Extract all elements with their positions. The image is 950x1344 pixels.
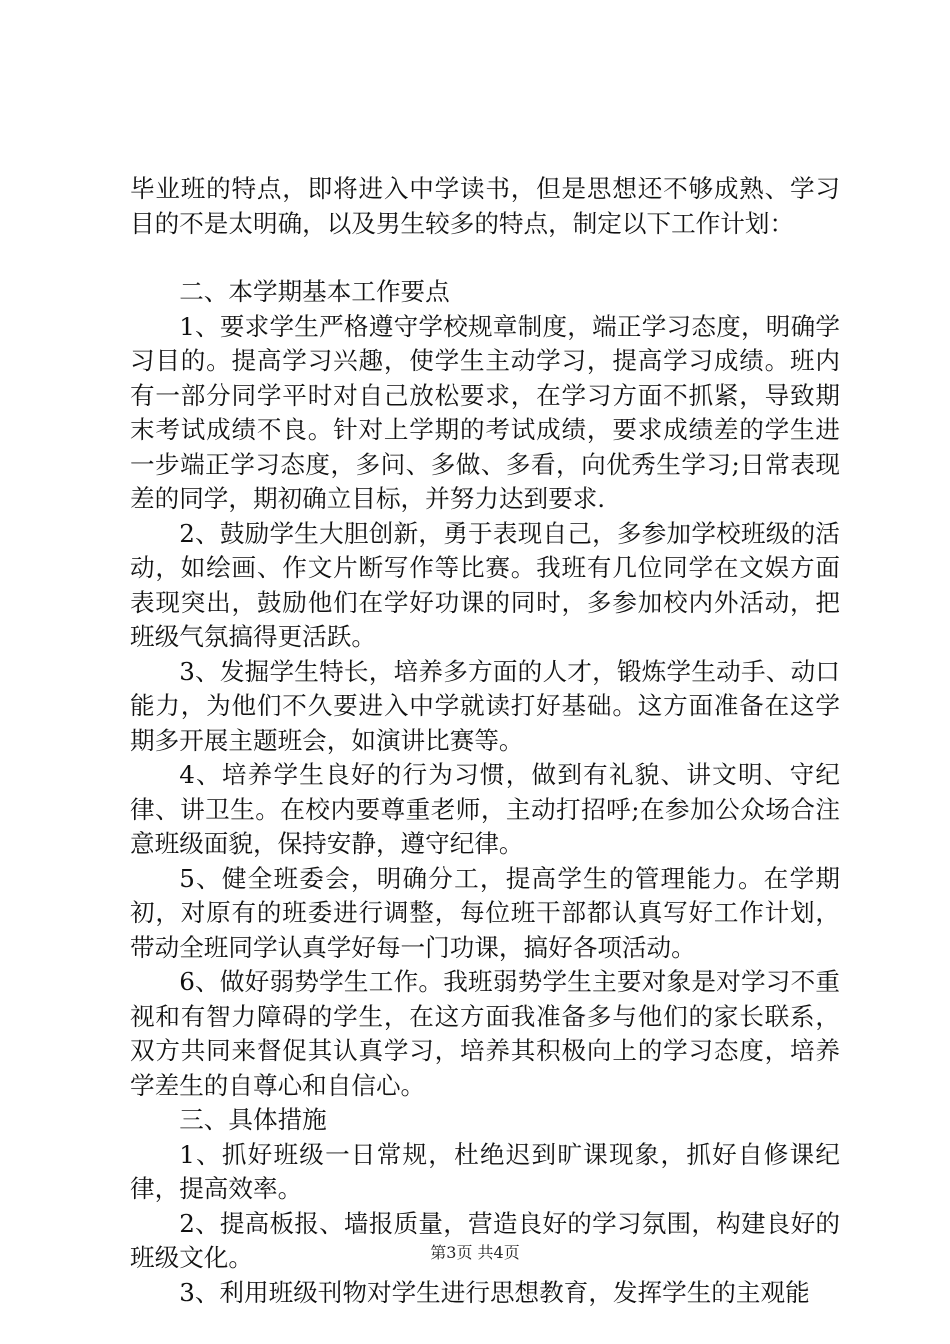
paragraph-intro-continuation: 毕业班的特点，即将进入中学读书，但是思想还不够成熟、学习目的不是太明确，以及男生较多的特点，制定以下工作计划： [130,174,840,238]
paragraph-gap [130,241,840,275]
paragraph-point-5: 5、健全班委会，明确分工，提高学生的管理能力。在学期初，对原有的班委进行调整，每位班干部都认真写好工作计划，带动全班同学认真学好每一门功课，搞好各项活动。 [130,863,840,962]
paragraph-measure-1: 1、抓好班级一日常规，杜绝迟到旷课现象，抓好自修课纪律，提高效率。 [130,1139,840,1203]
paragraph-point-6: 6、做好弱势学生工作。我班弱势学生主要对象是对学习不重视和有智力障碍的学生，在这方面我准备多与他们的家长联系，双方共同来督促其认真学习，培养其积极向上的学习态度，培养学差生的自尊心和自信心。 [130,967,840,1100]
paragraph-point-4: 4、培养学生良好的行为习惯，做到有礼貌、讲文明、守纪律、讲卫生。在校内要尊重老师，主动打招呼;在参加公众场合注意班级面貌，保持安静，遵守纪律。 [130,760,840,858]
paragraph-measure-3: 3、利用班级刊物对学生进行思想教育，发挥学生的主观能 [179,1277,810,1307]
paragraph-measure-2: 2、提高板报、墙报质量，营造良好的学习氛围，构建良好的班级文化。 [130,1208,840,1272]
paragraph-point-1: 1、要求学生严格遵守学校规章制度，端正学习态度，明确学习目的。提高学习兴趣，使学生主动学习，提高学习成绩。班内有一部分同学平时对自己放松要求，在学习方面不抓紧，导致期末考试成绩不良。针对上学期的考试成绩，要求成绩差的学生进一步端正学习态度，多问、多做、多看，向优秀生学习;日常表现差的同学，期初确立目标，并努力达到要求. [130,311,840,513]
document-body [130,172,840,1310]
section-heading-measures: 三、具体措施 [179,1105,327,1134]
page-number-footer: 第3页 共4页 [430,1243,520,1262]
paragraph-point-3: 3、发掘学生特长，培养多方面的人才，锻炼学生动手、动口能力，为他们不久要进入中学就读打好基础。这方面准备在这学期多开展主题班会，如演讲比赛等。 [130,656,840,755]
paragraph-point-2: 2、鼓励学生大胆创新，勇于表现自己，多参加学校班级的活动，如绘画、作文片断写作等比赛。我班有几位同学在文娱方面表现突出，鼓励他们在学好功课的同时，多参加校内外活动，把班级气氛搞得更活跃。 [130,518,840,651]
section-heading-work-points: 二、本学期基本工作要点 [179,277,450,306]
